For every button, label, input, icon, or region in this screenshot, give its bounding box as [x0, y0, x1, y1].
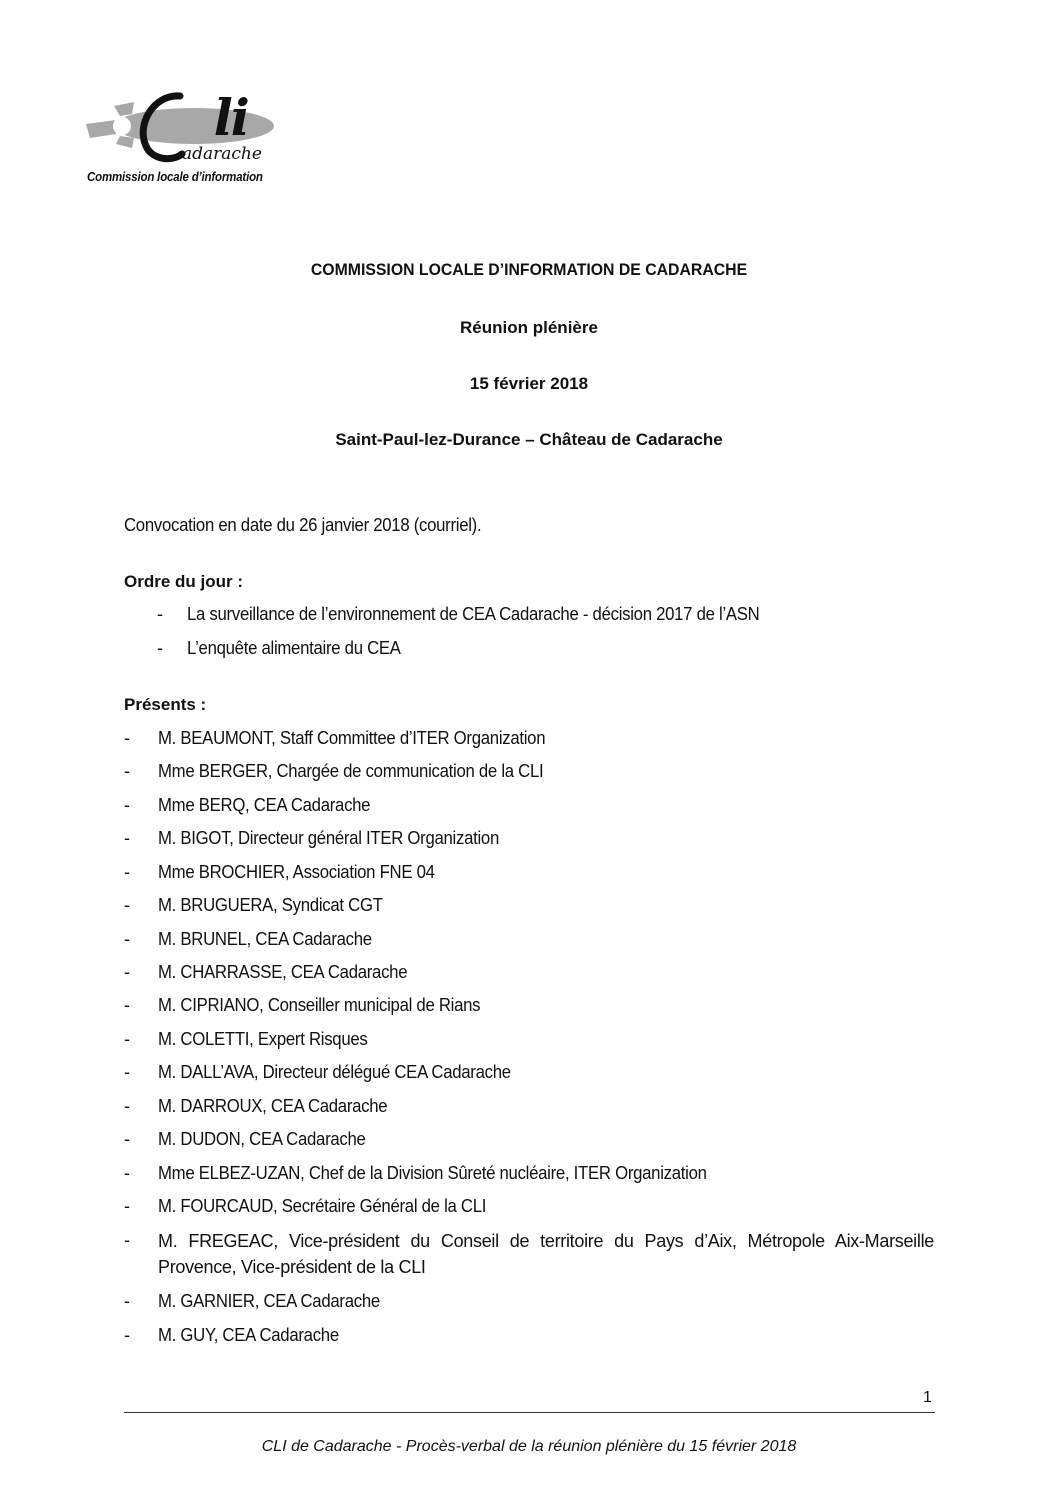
bullet-dash: - [124, 761, 130, 781]
logo-wordmark: li [213, 88, 248, 147]
attendee-text: M. CIPRIANO, Conseiller municipal de Rians [158, 995, 481, 1015]
bullet-dash: - [124, 1291, 130, 1311]
agenda-heading: Ordre du jour : [124, 572, 243, 591]
attendee-text: M. BRUNEL, CEA Cadarache [158, 929, 372, 949]
logo-sub-wordmark: adarache [182, 144, 262, 164]
bullet-dash: - [124, 1196, 130, 1216]
logo-caption: Commission locale d’information [87, 170, 263, 184]
bullet-dash: - [124, 929, 130, 949]
attendee-text: Mme BERGER, Chargée de communication de la CLI [158, 761, 544, 781]
bullet-dash: - [124, 1129, 130, 1149]
bullet-dash: - [124, 995, 130, 1015]
attendee-text: M. GUY, CEA Cadarache [158, 1325, 339, 1345]
bullet-dash: - [124, 1062, 130, 1082]
bullet-dash: - [124, 1163, 130, 1183]
page-number: 1 [923, 1389, 932, 1406]
bullet-dash: - [124, 1230, 130, 1250]
footer-text: CLI de Cadarache - Procès-verbal de la réunion plénière du 15 février 2018 [261, 1438, 797, 1455]
bullet-dash: - [157, 638, 163, 658]
attendee-text: M. BRUGUERA, Syndicat CGT [158, 895, 383, 915]
attendee-text: M. DUDON, CEA Cadarache [158, 1129, 366, 1149]
bullet-dash: - [124, 1096, 130, 1116]
attendee-text: M. COLETTI, Expert Risques [158, 1029, 368, 1049]
bullet-dash: - [157, 604, 163, 624]
bullet-dash: - [124, 962, 130, 982]
attendee-text: M. BIGOT, Directeur général ITER Organization [158, 828, 499, 848]
document-title: COMMISSION LOCALE D’INFORMATION DE CADARACHE [310, 260, 748, 279]
meeting-place: Saint-Paul-lez-Durance – Château de Cadarache [335, 430, 723, 449]
attendees-heading: Présents : [124, 695, 207, 714]
attendee-text: M. DALL’AVA, Directeur délégué CEA Cadarache [158, 1062, 511, 1082]
bullet-dash: - [124, 1325, 130, 1345]
bullet-dash: - [124, 1029, 130, 1049]
convocation-text: Convocation en date du 26 janvier 2018 (courriel). [124, 515, 482, 535]
bullet-dash: - [124, 895, 130, 915]
footer-divider [124, 1412, 935, 1413]
agenda-item-text: La surveillance de l’environnement de CEA Cadarache - décision 2017 de l’ASN [187, 604, 760, 624]
agenda-item-text: L’enquête alimentaire du CEA [187, 638, 401, 658]
meeting-date: 15 février 2018 [469, 374, 589, 393]
attendee-text: M. BEAUMONT, Staff Committee d’ITER Organization [158, 728, 546, 748]
bullet-dash: - [124, 862, 130, 882]
attendee-text: M. FREGEAC, Vice-président du Conseil de territoire du Pays d’Aix, Métropole Aix-Marseille Provence, Vice-président de la CLI [158, 1231, 934, 1277]
attendee-text: M. CHARRASSE, CEA Cadarache [158, 962, 408, 982]
bullet-dash: - [124, 728, 130, 748]
attendee-text: Mme ELBEZ-UZAN, Chef de la Division Sûreté nucléaire, ITER Organization [158, 1163, 707, 1183]
meeting-type: Réunion plénière [460, 318, 598, 337]
bullet-dash: - [124, 795, 130, 815]
attendee-text: M. GARNIER, CEA Cadarache [158, 1291, 380, 1311]
attendee-text: Mme BERQ, CEA Cadarache [158, 795, 371, 815]
attendee-text: Mme BROCHIER, Association FNE 04 [158, 862, 435, 882]
attendee-text: M. FOURCAUD, Secrétaire Général de la CLI [158, 1196, 487, 1216]
attendee-text: M. DARROUX, CEA Cadarache [158, 1096, 388, 1116]
bullet-dash: - [124, 828, 130, 848]
